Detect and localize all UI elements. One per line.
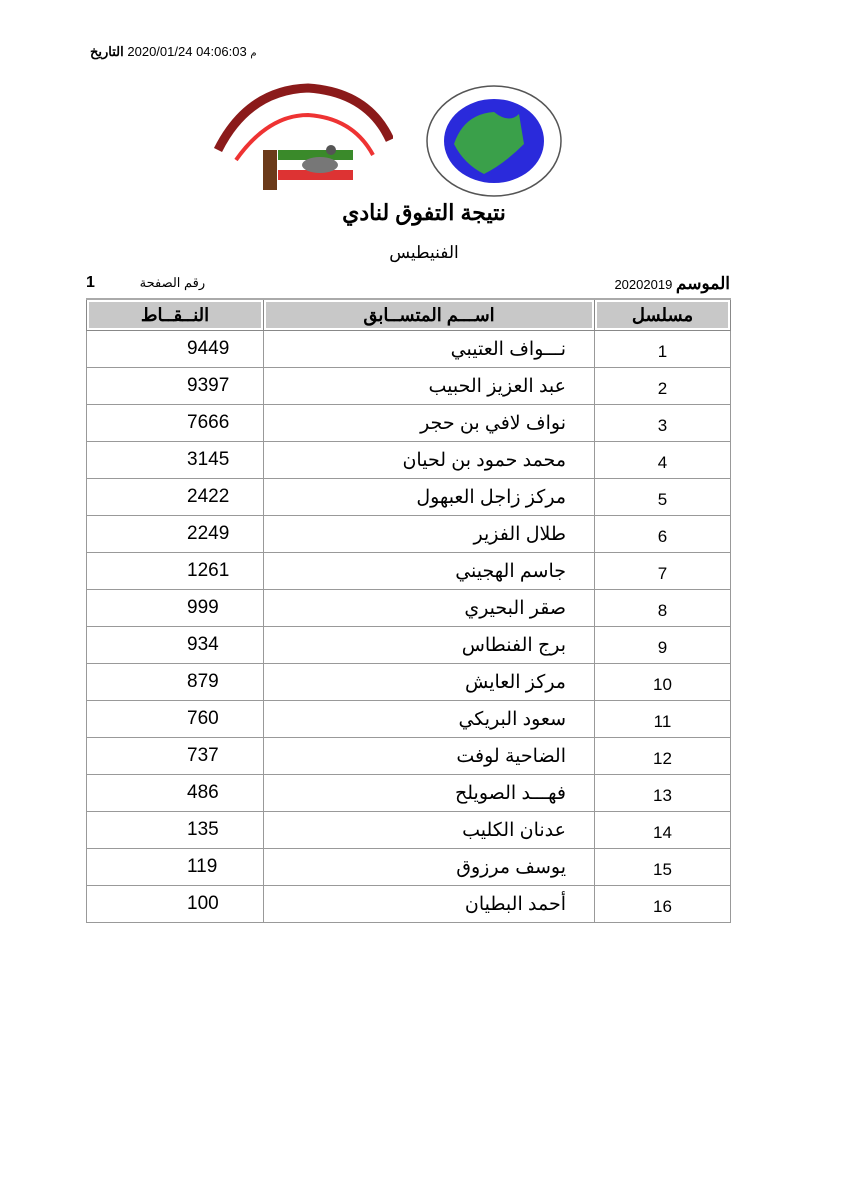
name-cell: فهـــد الصويلح (264, 775, 595, 812)
header-name: اســـم المتســابق (264, 299, 595, 331)
name-cell: نواف لافي بن حجر (264, 405, 595, 442)
table-row (87, 590, 731, 627)
table-row (87, 775, 731, 812)
serial-cell: 9 (595, 627, 731, 664)
federation-logo (424, 84, 564, 199)
points-cell: 135 (87, 812, 264, 849)
points-cell: 486 (87, 775, 264, 812)
name-cell: صقر البحيري (264, 590, 595, 627)
page-number-value: 1 (86, 274, 95, 291)
name-cell: مركز زاجل العبهول (264, 479, 595, 516)
date-value: 04:06:03 2020/01/24 (127, 44, 247, 59)
name-cell: جاسم الهجيني (264, 553, 595, 590)
points-cell: 100 (87, 886, 264, 923)
serial-cell: 5 (595, 479, 731, 516)
date-suffix: م (250, 48, 257, 59)
points-cell: 879 (87, 664, 264, 701)
serial-cell: 12 (595, 738, 731, 775)
print-date (80, 44, 257, 60)
name-cell: مركز العايش (264, 664, 595, 701)
points-cell: 760 (87, 701, 264, 738)
header-serial: مسلسل (595, 299, 731, 331)
points-cell: 7666 (87, 405, 264, 442)
points-cell: 9449 (87, 331, 264, 368)
season-label: الموسم (675, 274, 730, 293)
name-cell: يوسف مرزوق (264, 849, 595, 886)
table-row (87, 664, 731, 701)
points-cell: 3145 (87, 442, 264, 479)
page-number-label: رقم الصفحة (139, 275, 206, 290)
points-cell: 934 (87, 627, 264, 664)
table-row (87, 738, 731, 775)
serial-cell: 3 (595, 405, 731, 442)
table-row (87, 812, 731, 849)
name-cell: الضاحية لوفت (264, 738, 595, 775)
points-cell: 1261 (87, 553, 264, 590)
name-cell: أحمد البطيان (264, 886, 595, 923)
table-row (87, 553, 731, 590)
serial-cell: 4 (595, 442, 731, 479)
points-cell: 9397 (87, 368, 264, 405)
serial-cell: 16 (595, 886, 731, 923)
points-cell: 2249 (87, 516, 264, 553)
table-row (87, 849, 731, 886)
serial-cell: 8 (595, 590, 731, 627)
serial-cell: 10 (595, 664, 731, 701)
table-row (87, 701, 731, 738)
table-row (87, 368, 731, 405)
table-row (87, 479, 731, 516)
serial-cell: 14 (595, 812, 731, 849)
club-logo (208, 80, 393, 195)
serial-cell: 2 (595, 368, 731, 405)
club-name: الفنيطيس (389, 243, 459, 262)
report-title: نتيجة التفوق لنادي (342, 200, 506, 225)
header-points: النــقــاط (87, 299, 264, 331)
name-cell: عدنان الكليب (264, 812, 595, 849)
name-cell: سعود البريكي (264, 701, 595, 738)
table-row (87, 331, 731, 368)
name-cell: برج الفنطاس (264, 627, 595, 664)
name-cell: عبد العزيز الحبيب (264, 368, 595, 405)
table-row (87, 886, 731, 923)
table-row (87, 405, 731, 442)
page-number (86, 274, 205, 292)
table-row (87, 442, 731, 479)
table-header (87, 299, 731, 331)
results-table (86, 298, 731, 923)
serial-cell: 11 (595, 701, 731, 738)
name-cell: طلال الفزير (264, 516, 595, 553)
season (614, 274, 730, 294)
name-cell: نـــواف العتيبي (264, 331, 595, 368)
table-row (87, 516, 731, 553)
date-label: التاريخ (90, 44, 124, 59)
points-cell: 737 (87, 738, 264, 775)
points-cell: 2422 (87, 479, 264, 516)
serial-cell: 6 (595, 516, 731, 553)
serial-cell: 1 (595, 331, 731, 368)
name-cell: محمد حمود بن لحيان (264, 442, 595, 479)
serial-cell: 15 (595, 849, 731, 886)
table-row (87, 627, 731, 664)
points-cell: 999 (87, 590, 264, 627)
points-cell: 119 (87, 849, 264, 886)
season-value: 20202019 (614, 277, 673, 292)
serial-cell: 7 (595, 553, 731, 590)
serial-cell: 13 (595, 775, 731, 812)
